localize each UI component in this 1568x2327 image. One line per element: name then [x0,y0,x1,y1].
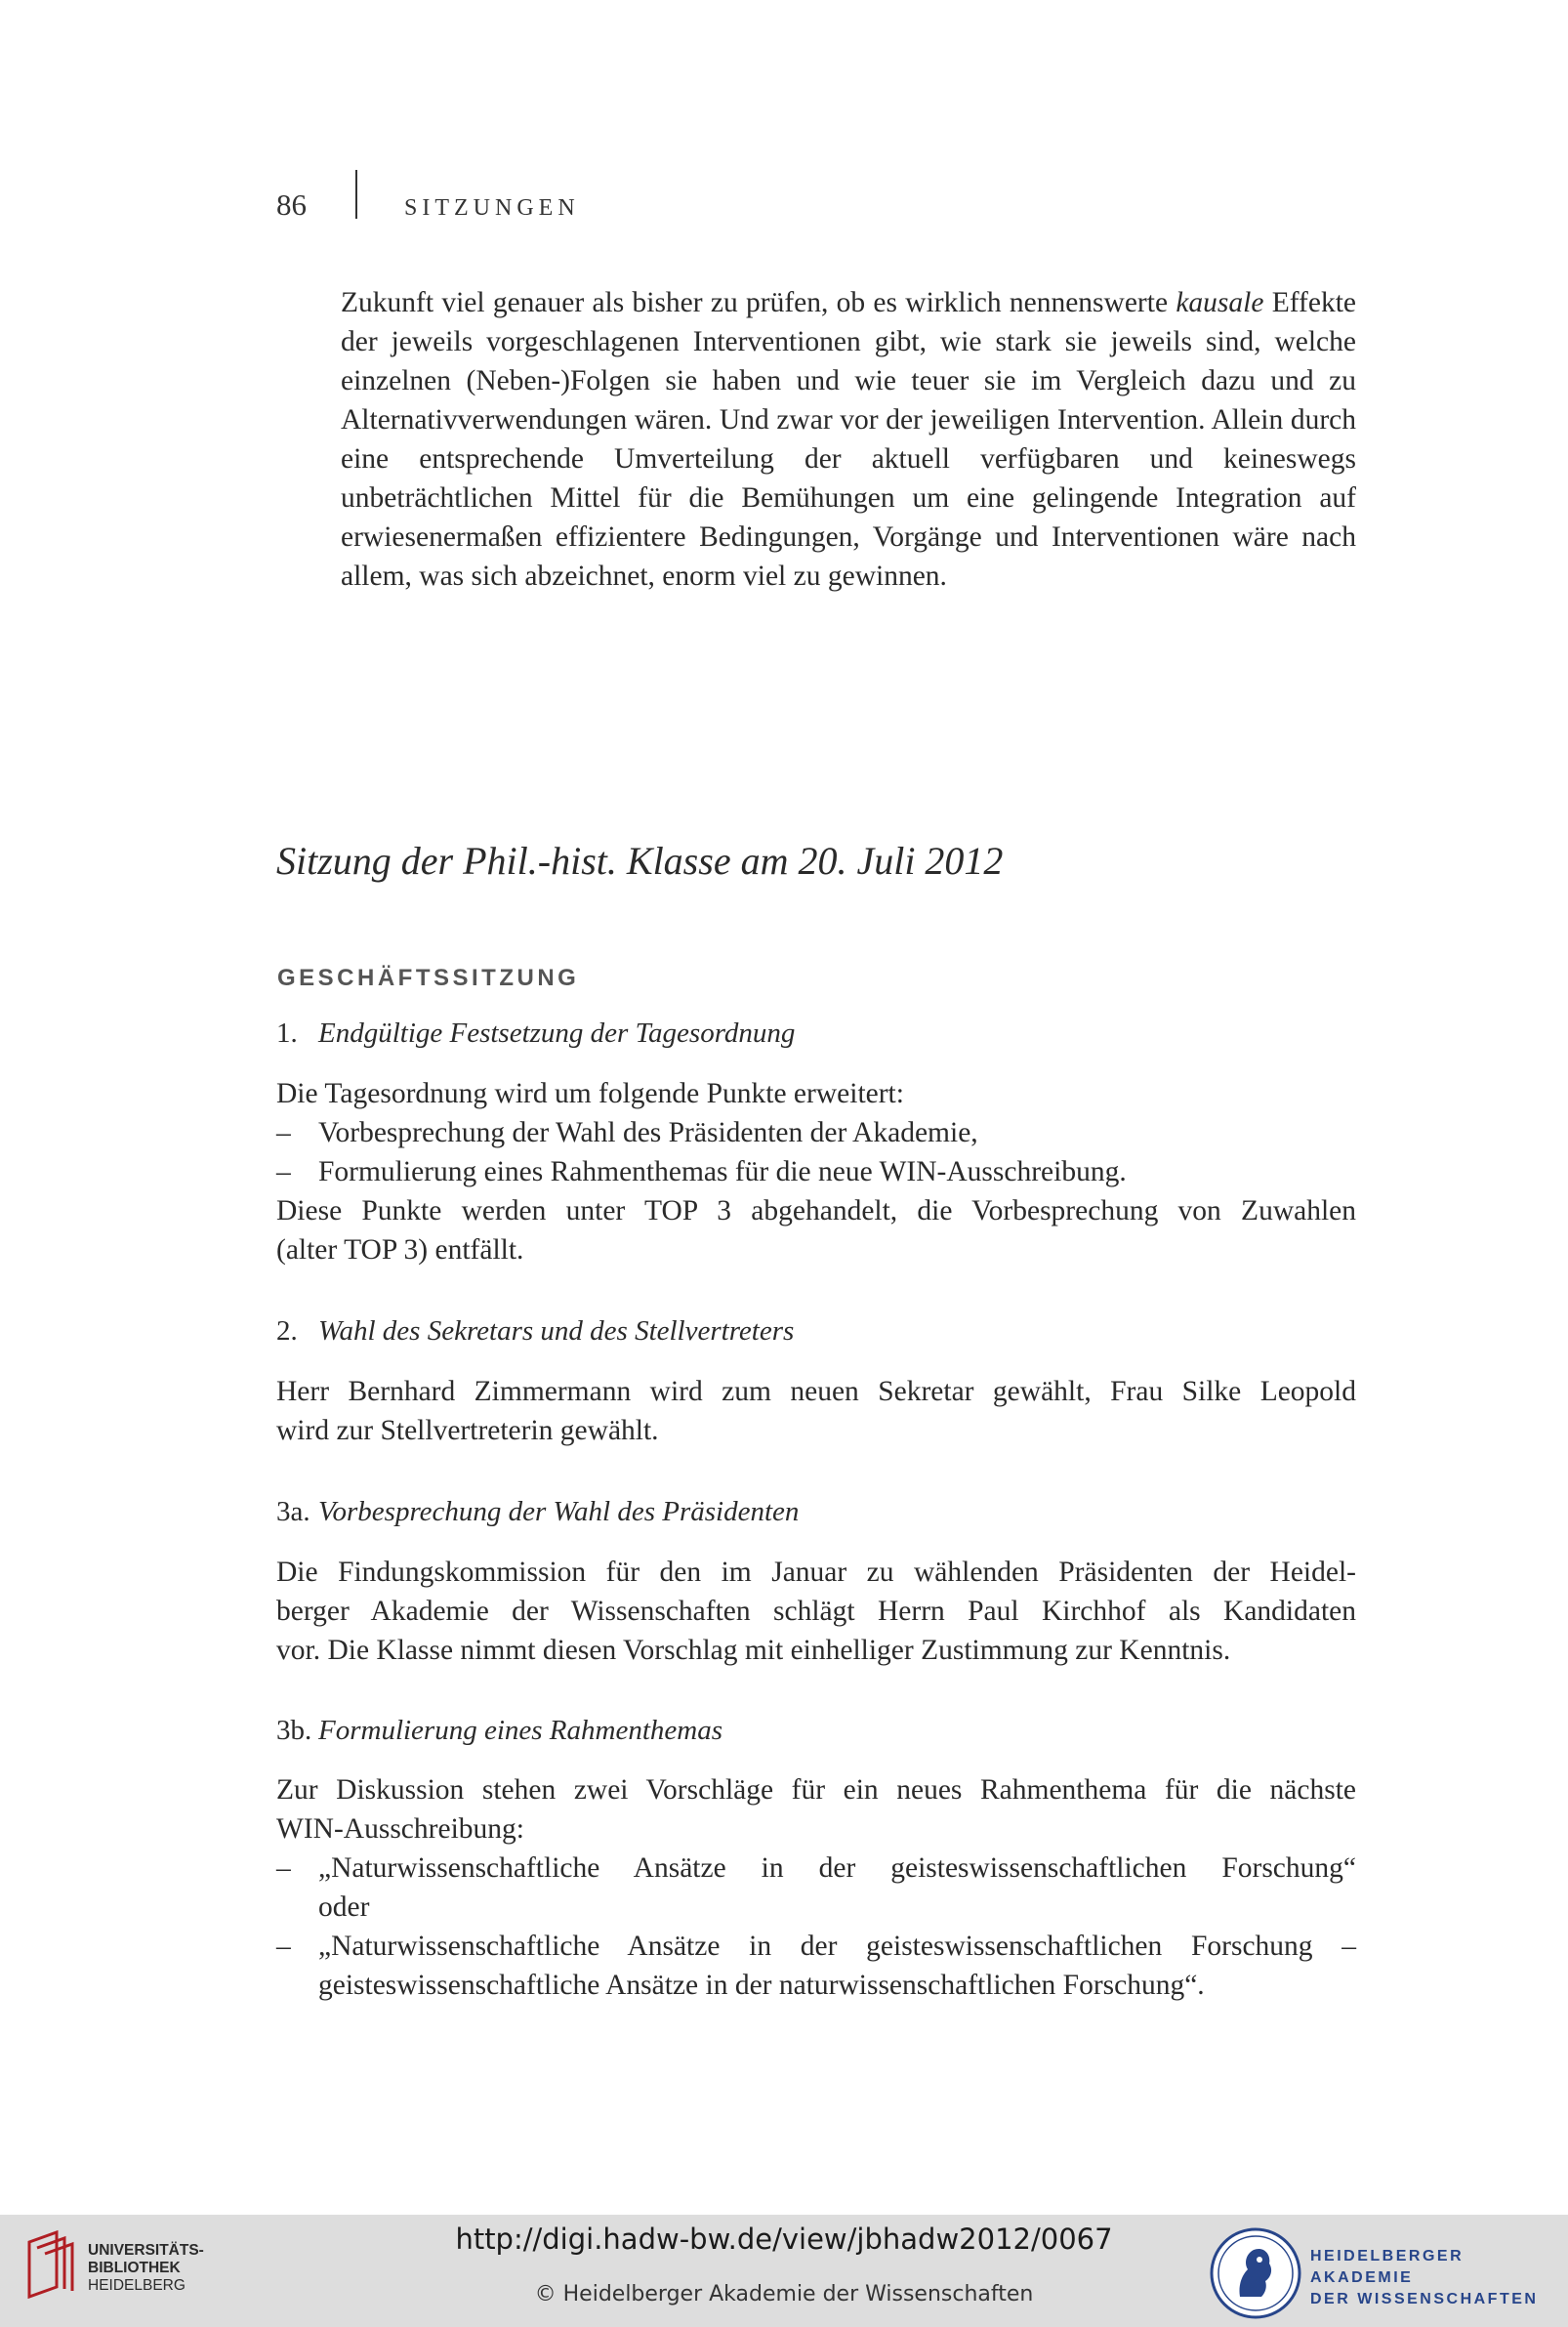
footer-url-link[interactable]: http://digi.hadw-bw.de/view/jbhadw2012/0067 [455,2223,1113,2256]
library-logo-line-1: UNIVERSITÄTS- [88,2242,204,2259]
item-1-bullet-2: Formulierung eines Rahmenthemas für die neue WIN-Ausschreibung. [318,1156,1127,1187]
list-item [276,1849,1356,1888]
dash-marker: – [276,1852,291,1884]
header-divider [355,170,357,219]
item-1-bullet-1: Vorbesprechung der Wahl des Präsidenten der Akademie, [318,1117,978,1148]
item-2-body [276,1372,1356,1450]
item-1-body [276,1074,1356,1269]
item-3b-number: 3b. [276,1715,312,1746]
item-1-intro: Die Tagesordnung wird um folgende Punkte erweitert: [276,1078,904,1109]
list-item [276,1113,1356,1152]
intro-emphasis: kausale [1176,287,1264,318]
academy-logo-line-1: HEIDELBERGER AKADEMIE [1310,2248,1465,2286]
dash-marker: – [276,1156,291,1187]
academy-seal-icon [1209,2226,1302,2320]
list-item [276,1152,1356,1191]
item-2-number: 2. [276,1315,298,1347]
dash-marker: – [276,1931,291,1962]
intro-text-rest: Effekte der jeweils vorgeschlagenen Interventionen gibt, wie stark sie jeweils sind, welche einzelnen (Neben-)Folgen sie haben und wie teuer sie im Vergleich dazu und zu Alternativverwendungen wären. Und zwar vor der jeweiligen Intervention. Allein durch eine entsprechende Umverteilung der aktuell verfügbaren und keineswegs unbeträchtlichen Mittel für die Bemühungen um eine gelingende Integration auf erwiesenermaßen effizientere Bedingungen, Vorgänge und Interventionen wäre nach allem, was sich abzeichnet, enorm viel zu gewinnen. [341,287,1356,592]
list-item [276,1927,1356,1966]
item-3a-heading [276,1496,799,1528]
item-1-heading [276,1018,795,1050]
item-2-line-2: wird zur Stellvertreterin gewählt. [276,1415,659,1446]
item-3b-line-1: Zur Diskussion stehen zwei Vorschläge für ein neues Rahmenthema für die nächste [276,1774,1356,1806]
item-2-heading [276,1315,794,1348]
item-2-title: Wahl des Sekretars und des Stellvertreters [318,1315,795,1347]
item-1-after-line-2: (alter TOP 3) entfällt. [276,1234,524,1266]
item-3b-heading [276,1715,722,1747]
item-3b-title: Formulierung eines Rahmenthemas [318,1715,722,1746]
academy-logo-line-2: DER WISSENSCHAFTEN [1310,2291,1539,2307]
item-3a-line-1: Die Findungskommission für den im Januar zu wählenden Präsidenten der Heidel- [276,1557,1356,1588]
item-1-number: 1. [276,1018,298,1049]
item-3a-number: 3a. [276,1496,310,1527]
dash-marker: – [276,1117,291,1148]
item-3a-body [276,1553,1356,1670]
academy-logo-text [1310,2246,1568,2310]
item-3a-line-2: berger Akademie der Wissenschaften schlägt Herrn Paul Kirchhof als Kandidaten [276,1596,1356,1627]
footer-copyright: © Heidelberger Akademie der Wissenschaften [534,2282,1034,2306]
item-3a-title: Vorbesprechung der Wahl des Präsidenten [318,1496,800,1527]
intro-text-start: Zukunft viel genauer als bisher zu prüfen, ob es wirklich nennenswerte [341,287,1176,318]
library-logo-line-2: BIBLIOTHEK [88,2260,181,2276]
item-3b-bullet-1-line-1: „Naturwissenschaftliche Ansätze in der geisteswissenschaftlichen Forschung“ [318,1852,1356,1884]
page-number: 86 [276,187,307,222]
item-1-title: Endgültige Festsetzung der Tagesordnung [318,1018,796,1049]
section-title: Sitzung der Phil.-hist. Klasse am 20. Juli 2012 [276,839,1004,883]
item-3b-bullet-1-line-2: oder [318,1891,370,1923]
running-title: SITZUNGEN [404,195,580,221]
item-3b-body [276,1770,1356,2005]
item-3b-line-2: WIN-Ausschreibung: [276,1813,524,1845]
item-3b-bullet-2-line-1: „Naturwissenschaftliche Ansätze in der geisteswissenschaftlichen Forschung – [318,1931,1356,1962]
item-3b-bullet-2-line-2: geisteswissenschaftliche Ansätze in der naturwissenschaftlichen Forschung“. [318,1970,1205,2001]
library-logo-line-3: HEIDELBERG [88,2277,186,2294]
subsection-title: GESCHÄFTSSITZUNG [277,965,580,991]
item-1-after-line-1: Diese Punkte werden unter TOP 3 abgehandelt, die Vorbesprechung von Zuwahlen [276,1195,1356,1226]
item-2-line-1: Herr Bernhard Zimmermann wird zum neuen Sekretar gewählt, Frau Silke Leopold [276,1376,1356,1407]
intro-paragraph [341,283,1356,596]
item-3a-line-3: vor. Die Klasse nimmt diesen Vorschlag mit einhelliger Zustimmung zur Kenntnis. [276,1635,1231,1666]
